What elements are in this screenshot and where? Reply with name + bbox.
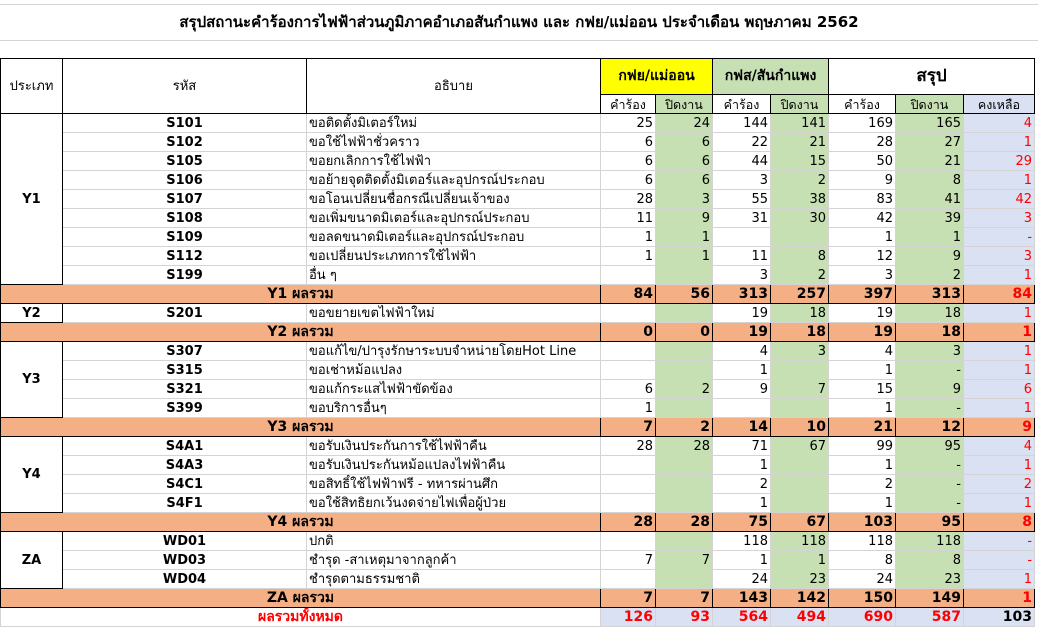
- description-cell[interactable]: ชำรุด -สาเหตุมาจากลูกค้า: [307, 551, 601, 570]
- grand-total-b-closed[interactable]: 494: [771, 608, 829, 627]
- table-row: [1, 342, 1035, 361]
- table-row: [1, 551, 1035, 570]
- a-requests-cell[interactable]: 28: [601, 190, 656, 209]
- b-requests-cell[interactable]: 55: [713, 190, 771, 209]
- a-closed-cell[interactable]: 1: [656, 247, 713, 266]
- table-row: [1, 228, 1035, 247]
- subtotal-a-requests[interactable]: 7: [601, 418, 656, 437]
- b-requests-cell[interactable]: 71: [713, 437, 771, 456]
- code-cell[interactable]: S109: [63, 228, 307, 247]
- remaining-cell[interactable]: 2: [964, 475, 1035, 494]
- subtotal-remaining[interactable]: 9: [964, 418, 1035, 437]
- s-closed-cell[interactable]: 118: [896, 532, 964, 551]
- subtotal-a-closed[interactable]: 28: [656, 513, 713, 532]
- s-closed-cell[interactable]: -: [896, 475, 964, 494]
- s-requests-cell[interactable]: 4: [829, 342, 896, 361]
- remaining-cell[interactable]: 3: [964, 209, 1035, 228]
- s-closed-cell[interactable]: 27: [896, 133, 964, 152]
- a-closed-cell[interactable]: 2: [656, 380, 713, 399]
- subtotal-s-requests[interactable]: 397: [829, 285, 896, 304]
- subtotal-b-closed[interactable]: 142: [771, 589, 829, 608]
- b-closed-cell[interactable]: 2: [771, 266, 829, 285]
- code-cell[interactable]: S101: [63, 114, 307, 133]
- header-row-1: [1, 59, 1035, 95]
- subtotal-a-requests[interactable]: 7: [601, 589, 656, 608]
- s-closed-cell[interactable]: 95: [896, 437, 964, 456]
- subtotal-b-requests[interactable]: 313: [713, 285, 771, 304]
- a-closed-cell[interactable]: [656, 475, 713, 494]
- subtotal-s-requests[interactable]: 21: [829, 418, 896, 437]
- s-requests-cell[interactable]: 1: [829, 228, 896, 247]
- a-requests-cell[interactable]: [601, 266, 656, 285]
- remaining-cell[interactable]: 1: [964, 570, 1035, 589]
- code-cell[interactable]: S4A3: [63, 456, 307, 475]
- description-cell[interactable]: ขอเช่าหม้อแปลง: [307, 361, 601, 380]
- a-requests-cell[interactable]: 6: [601, 152, 656, 171]
- description-cell[interactable]: ขอย้ายจุดติดตั้งมิเตอร์และอุปกรณ์ประกอบ: [307, 171, 601, 190]
- a-requests-cell[interactable]: [601, 361, 656, 380]
- description-cell[interactable]: ขอติดตั้งมิเตอร์ใหม่: [307, 114, 601, 133]
- s-requests-cell[interactable]: 3: [829, 266, 896, 285]
- code-cell[interactable]: S102: [63, 133, 307, 152]
- a-closed-cell[interactable]: 9: [656, 209, 713, 228]
- s-closed-cell[interactable]: 9: [896, 247, 964, 266]
- s-requests-cell[interactable]: 1: [829, 399, 896, 418]
- remaining-cell[interactable]: 1: [964, 266, 1035, 285]
- s-closed-cell[interactable]: -: [896, 399, 964, 418]
- type-cell[interactable]: Y4: [1, 437, 63, 513]
- subtotal-b-requests[interactable]: 14: [713, 418, 771, 437]
- b-closed-cell[interactable]: [771, 228, 829, 247]
- description-cell[interactable]: ขอเปลี่ยนประเภทการใช้ไฟฟ้า: [307, 247, 601, 266]
- type-cell[interactable]: Y2: [1, 304, 63, 323]
- type-cell[interactable]: Y1: [1, 114, 63, 285]
- remaining-cell[interactable]: -: [964, 551, 1035, 570]
- table-row: [1, 114, 1035, 133]
- a-requests-cell[interactable]: 7: [601, 551, 656, 570]
- subtotal-remaining[interactable]: 84: [964, 285, 1035, 304]
- table-row: [1, 570, 1035, 589]
- b-requests-cell[interactable]: 11: [713, 247, 771, 266]
- description-cell[interactable]: ขอรับเงินประกันการใช้ไฟฟ้าคืน: [307, 437, 601, 456]
- s-closed-cell[interactable]: 8: [896, 171, 964, 190]
- subtotal-row: [1, 589, 1035, 608]
- grand-total-s-requests[interactable]: 690: [829, 608, 896, 627]
- b-requests-cell[interactable]: 3: [713, 171, 771, 190]
- subtotal-s-closed[interactable]: 149: [896, 589, 964, 608]
- s-requests-cell[interactable]: 12: [829, 247, 896, 266]
- subtotal-b-closed[interactable]: 257: [771, 285, 829, 304]
- remaining-cell[interactable]: 4: [964, 114, 1035, 133]
- a-requests-cell[interactable]: [601, 570, 656, 589]
- s-closed-cell[interactable]: 39: [896, 209, 964, 228]
- subtotal-a-closed[interactable]: 56: [656, 285, 713, 304]
- s-requests-cell[interactable]: 24: [829, 570, 896, 589]
- code-cell[interactable]: S199: [63, 266, 307, 285]
- a-closed-cell[interactable]: [656, 570, 713, 589]
- s-requests-cell[interactable]: 118: [829, 532, 896, 551]
- subtotal-b-closed[interactable]: 10: [771, 418, 829, 437]
- a-closed-cell[interactable]: [656, 304, 713, 323]
- subtotal-row: [1, 418, 1035, 437]
- sheet-title: สรุปสถานะคำร้องการไฟฟ้าส่วนภูมิภาคอำเภอสันกำแพง และ กฟย/แม่ออน ประจำเดือน พฤษภาคม 2562: [179, 13, 859, 31]
- table-row: [1, 266, 1035, 285]
- a-requests-cell[interactable]: [601, 494, 656, 513]
- s-closed-cell[interactable]: -: [896, 456, 964, 475]
- a-requests-cell[interactable]: 1: [601, 228, 656, 247]
- b-requests-cell[interactable]: 118: [713, 532, 771, 551]
- remaining-cell[interactable]: 29: [964, 152, 1035, 171]
- b-requests-cell[interactable]: [713, 399, 771, 418]
- s-requests-cell[interactable]: 8: [829, 551, 896, 570]
- s-requests-cell[interactable]: 15: [829, 380, 896, 399]
- description-cell[interactable]: ขอสิทธิ์ใช้ไฟฟ้าฟรี - ทหารผ่านศึก: [307, 475, 601, 494]
- code-cell[interactable]: WD01: [63, 532, 307, 551]
- subtotal-s-closed[interactable]: 313: [896, 285, 964, 304]
- description-cell[interactable]: ขอเพิ่มขนาดมิเตอร์และอุปกรณ์ประกอบ: [307, 209, 601, 228]
- subtotal-row: [1, 513, 1035, 532]
- a-closed-cell[interactable]: [656, 342, 713, 361]
- subtotal-a-requests[interactable]: 84: [601, 285, 656, 304]
- code-cell[interactable]: S4C1: [63, 475, 307, 494]
- a-requests-cell[interactable]: 6: [601, 171, 656, 190]
- s-closed-cell[interactable]: 18: [896, 304, 964, 323]
- subtotal-b-requests[interactable]: 19: [713, 323, 771, 342]
- s-requests-cell[interactable]: 9: [829, 171, 896, 190]
- b-requests-cell[interactable]: 22: [713, 133, 771, 152]
- b-closed-cell[interactable]: [771, 399, 829, 418]
- code-cell[interactable]: S106: [63, 171, 307, 190]
- s-closed-cell[interactable]: 2: [896, 266, 964, 285]
- table-row: [1, 247, 1035, 266]
- remaining-cell[interactable]: 1: [964, 133, 1035, 152]
- s-closed-cell[interactable]: 3: [896, 342, 964, 361]
- description-cell[interactable]: ขอลดขนาดมิเตอร์และอุปกรณ์ประกอบ: [307, 228, 601, 247]
- a-requests-cell[interactable]: 6: [601, 380, 656, 399]
- subtotal-a-closed[interactable]: 0: [656, 323, 713, 342]
- header-group-sankamphaeng[interactable]: กฟส/สันกำแพง: [713, 59, 829, 95]
- remaining-cell[interactable]: 4: [964, 437, 1035, 456]
- a-requests-cell[interactable]: [601, 475, 656, 494]
- description-cell[interactable]: ขอใช้สิทธิยกเว้นงดจ่ายไฟเพื่อผู้ป่วย: [307, 494, 601, 513]
- b-closed-cell[interactable]: 38: [771, 190, 829, 209]
- subtotal-remaining[interactable]: 1: [964, 589, 1035, 608]
- b-closed-cell[interactable]: [771, 456, 829, 475]
- a-requests-cell[interactable]: 28: [601, 437, 656, 456]
- table-row: [1, 361, 1035, 380]
- description-cell[interactable]: ปกติ: [307, 532, 601, 551]
- subtotal-b-requests[interactable]: 143: [713, 589, 771, 608]
- subtotal-s-requests[interactable]: 19: [829, 323, 896, 342]
- subtotal-s-closed[interactable]: 18: [896, 323, 964, 342]
- remaining-cell[interactable]: 6: [964, 380, 1035, 399]
- b-requests-cell[interactable]: 24: [713, 570, 771, 589]
- subtotal-remaining[interactable]: 8: [964, 513, 1035, 532]
- s-closed-cell[interactable]: 9: [896, 380, 964, 399]
- table-row: [1, 304, 1035, 323]
- table-row: [1, 380, 1035, 399]
- description-cell[interactable]: ขอโอนเปลี่ยนชื่อกรณีเปลี่ยนเจ้าของ: [307, 190, 601, 209]
- b-closed-cell[interactable]: [771, 475, 829, 494]
- type-cell[interactable]: Y3: [1, 342, 63, 418]
- b-requests-cell[interactable]: 1: [713, 551, 771, 570]
- code-cell[interactable]: S105: [63, 152, 307, 171]
- a-requests-cell[interactable]: [601, 532, 656, 551]
- b-requests-cell[interactable]: 4: [713, 342, 771, 361]
- remaining-cell[interactable]: 42: [964, 190, 1035, 209]
- b-closed-cell[interactable]: 23: [771, 570, 829, 589]
- code-cell[interactable]: S399: [63, 399, 307, 418]
- b-closed-cell[interactable]: [771, 494, 829, 513]
- a-closed-cell[interactable]: 1: [656, 228, 713, 247]
- subtotal-label[interactable]: Y3 ผลรวม: [1, 418, 601, 437]
- remaining-cell[interactable]: 3: [964, 247, 1035, 266]
- description-cell[interactable]: ขอรับเงินประกันหม้อแปลงไฟฟ้าคืน: [307, 456, 601, 475]
- remaining-cell[interactable]: 1: [964, 304, 1035, 323]
- b-requests-cell[interactable]: 1: [713, 456, 771, 475]
- table-row: [1, 171, 1035, 190]
- remaining-cell[interactable]: 1: [964, 171, 1035, 190]
- table-row: [1, 133, 1035, 152]
- s-requests-cell[interactable]: 1: [829, 456, 896, 475]
- remaining-cell[interactable]: 1: [964, 361, 1035, 380]
- a-closed-cell[interactable]: 7: [656, 551, 713, 570]
- a-requests-cell[interactable]: [601, 304, 656, 323]
- subtotal-s-closed[interactable]: 12: [896, 418, 964, 437]
- gridline: [0, 40, 1038, 41]
- table-row: [1, 494, 1035, 513]
- subtotal-row: [1, 323, 1035, 342]
- a-closed-cell[interactable]: [656, 494, 713, 513]
- code-cell[interactable]: WD03: [63, 551, 307, 570]
- b-closed-cell[interactable]: 141: [771, 114, 829, 133]
- code-cell[interactable]: S108: [63, 209, 307, 228]
- subtotal-label[interactable]: Y2 ผลรวม: [1, 323, 601, 342]
- table-row: [1, 475, 1035, 494]
- b-closed-cell[interactable]: 21: [771, 133, 829, 152]
- a-requests-cell[interactable]: [601, 342, 656, 361]
- b-requests-cell[interactable]: [713, 228, 771, 247]
- remaining-cell[interactable]: 1: [964, 456, 1035, 475]
- s-closed-cell[interactable]: 1: [896, 228, 964, 247]
- s-closed-cell[interactable]: -: [896, 494, 964, 513]
- subtotal-label[interactable]: Y1 ผลรวม: [1, 285, 601, 304]
- header-code[interactable]: รหัส: [63, 59, 307, 114]
- description-cell[interactable]: ขอขยายเขตไฟฟ้าใหม่: [307, 304, 601, 323]
- b-closed-cell[interactable]: 1: [771, 551, 829, 570]
- table-row: [1, 456, 1035, 475]
- description-cell[interactable]: ขอบริการอื่นๆ: [307, 399, 601, 418]
- s-requests-cell[interactable]: 42: [829, 209, 896, 228]
- s-closed-cell[interactable]: 21: [896, 152, 964, 171]
- subtotal-remaining[interactable]: 1: [964, 323, 1035, 342]
- a-requests-cell[interactable]: 25: [601, 114, 656, 133]
- a-closed-cell[interactable]: 3: [656, 190, 713, 209]
- s-closed-cell[interactable]: 41: [896, 190, 964, 209]
- s-requests-cell[interactable]: 50: [829, 152, 896, 171]
- grand-total-remaining[interactable]: 103: [964, 608, 1035, 627]
- b-closed-cell[interactable]: 15: [771, 152, 829, 171]
- b-requests-cell[interactable]: 44: [713, 152, 771, 171]
- b-requests-cell[interactable]: 19: [713, 304, 771, 323]
- b-requests-cell[interactable]: 144: [713, 114, 771, 133]
- code-cell[interactable]: S4F1: [63, 494, 307, 513]
- code-cell[interactable]: S201: [63, 304, 307, 323]
- subtotal-s-requests[interactable]: 103: [829, 513, 896, 532]
- type-cell[interactable]: ZA: [1, 532, 63, 589]
- subtotal-label[interactable]: ZA ผลรวม: [1, 589, 601, 608]
- b-requests-cell[interactable]: 1: [713, 494, 771, 513]
- remaining-cell[interactable]: -: [964, 532, 1035, 551]
- a-closed-cell[interactable]: 6: [656, 152, 713, 171]
- table-row: [1, 437, 1035, 456]
- a-closed-cell[interactable]: [656, 399, 713, 418]
- remaining-cell[interactable]: 1: [964, 399, 1035, 418]
- s-requests-cell[interactable]: 1: [829, 361, 896, 380]
- b-closed-cell[interactable]: [771, 361, 829, 380]
- description-cell[interactable]: ขอแก้กระแสไฟฟ้าขัดข้อง: [307, 380, 601, 399]
- grand-total-a-requests[interactable]: 126: [601, 608, 656, 627]
- code-cell[interactable]: S107: [63, 190, 307, 209]
- subtotal-a-requests[interactable]: 28: [601, 513, 656, 532]
- a-closed-cell[interactable]: 6: [656, 171, 713, 190]
- grand-total-a-closed[interactable]: 93: [656, 608, 713, 627]
- code-cell[interactable]: S321: [63, 380, 307, 399]
- b-closed-cell[interactable]: 118: [771, 532, 829, 551]
- b-requests-cell[interactable]: 1: [713, 361, 771, 380]
- a-closed-cell[interactable]: 6: [656, 133, 713, 152]
- table-row: [1, 399, 1035, 418]
- code-cell[interactable]: S112: [63, 247, 307, 266]
- a-requests-cell[interactable]: [601, 456, 656, 475]
- s-closed-cell[interactable]: 165: [896, 114, 964, 133]
- header-s-closed[interactable]: ปิดงาน: [896, 95, 964, 114]
- b-requests-cell[interactable]: 31: [713, 209, 771, 228]
- subtotal-b-closed[interactable]: 18: [771, 323, 829, 342]
- table-row: [1, 190, 1035, 209]
- subtotal-a-closed[interactable]: 7: [656, 589, 713, 608]
- b-closed-cell[interactable]: 3: [771, 342, 829, 361]
- header-remaining[interactable]: คงเหลือ: [964, 95, 1035, 114]
- a-closed-cell[interactable]: [656, 532, 713, 551]
- s-requests-cell[interactable]: 1: [829, 494, 896, 513]
- s-requests-cell[interactable]: 99: [829, 437, 896, 456]
- b-requests-cell[interactable]: 9: [713, 380, 771, 399]
- report-table: [0, 58, 1035, 627]
- s-requests-cell[interactable]: 83: [829, 190, 896, 209]
- subtotal-a-requests[interactable]: 0: [601, 323, 656, 342]
- header-type[interactable]: ประเภท: [1, 59, 63, 114]
- a-closed-cell[interactable]: [656, 266, 713, 285]
- grand-total-s-closed[interactable]: 587: [896, 608, 964, 627]
- description-cell[interactable]: ขอยกเลิกการใช้ไฟฟ้า: [307, 152, 601, 171]
- a-requests-cell[interactable]: 1: [601, 247, 656, 266]
- header-s-requests[interactable]: คำร้อง: [829, 95, 896, 114]
- a-closed-cell[interactable]: [656, 456, 713, 475]
- code-cell[interactable]: S307: [63, 342, 307, 361]
- a-requests-cell[interactable]: 11: [601, 209, 656, 228]
- a-requests-cell[interactable]: 6: [601, 133, 656, 152]
- subtotal-s-requests[interactable]: 150: [829, 589, 896, 608]
- s-closed-cell[interactable]: 23: [896, 570, 964, 589]
- header-a-closed[interactable]: ปิดงาน: [656, 95, 713, 114]
- header-description[interactable]: อธิบาย: [307, 59, 601, 114]
- code-cell[interactable]: S4A1: [63, 437, 307, 456]
- code-cell[interactable]: WD04: [63, 570, 307, 589]
- grand-total-row: [1, 608, 1035, 627]
- a-closed-cell[interactable]: 28: [656, 437, 713, 456]
- description-cell[interactable]: อื่น ๆ: [307, 266, 601, 285]
- header-a-requests[interactable]: คำร้อง: [601, 95, 656, 114]
- header-b-closed[interactable]: ปิดงาน: [771, 95, 829, 114]
- grand-total-label[interactable]: ผลรวมทั้งหมด: [1, 608, 601, 627]
- description-cell[interactable]: ขอแก้ไข/ปารุงรักษาระบบจำหน่ายโดยHot Line: [307, 342, 601, 361]
- table-row: [1, 152, 1035, 171]
- subtotal-label[interactable]: Y4 ผลรวม: [1, 513, 601, 532]
- subtotal-row: [1, 285, 1035, 304]
- header-b-requests[interactable]: คำร้อง: [713, 95, 771, 114]
- s-requests-cell[interactable]: 2: [829, 475, 896, 494]
- remaining-cell[interactable]: 1: [964, 342, 1035, 361]
- b-closed-cell[interactable]: 2: [771, 171, 829, 190]
- b-closed-cell[interactable]: 8: [771, 247, 829, 266]
- b-closed-cell[interactable]: 7: [771, 380, 829, 399]
- header-group-maeon[interactable]: กฟย/แม่ออน: [601, 59, 713, 95]
- b-requests-cell[interactable]: 3: [713, 266, 771, 285]
- remaining-cell[interactable]: 1: [964, 494, 1035, 513]
- subtotal-a-closed[interactable]: 2: [656, 418, 713, 437]
- table-row: [1, 209, 1035, 228]
- s-requests-cell[interactable]: 19: [829, 304, 896, 323]
- header-group-summary[interactable]: สรุป: [829, 59, 1035, 95]
- s-requests-cell[interactable]: 28: [829, 133, 896, 152]
- remaining-cell[interactable]: -: [964, 228, 1035, 247]
- grand-total-b-requests[interactable]: 564: [713, 608, 771, 627]
- subtotal-s-closed[interactable]: 95: [896, 513, 964, 532]
- b-closed-cell[interactable]: 67: [771, 437, 829, 456]
- description-cell[interactable]: ชำรุดตามธรรมชาติ: [307, 570, 601, 589]
- b-closed-cell[interactable]: 30: [771, 209, 829, 228]
- b-closed-cell[interactable]: 18: [771, 304, 829, 323]
- table-row: [1, 532, 1035, 551]
- description-cell[interactable]: ขอใช้ไฟฟ้าชั่วคราว: [307, 133, 601, 152]
- subtotal-b-closed[interactable]: 67: [771, 513, 829, 532]
- a-closed-cell[interactable]: [656, 361, 713, 380]
- code-cell[interactable]: S315: [63, 361, 307, 380]
- s-closed-cell[interactable]: 8: [896, 551, 964, 570]
- a-requests-cell[interactable]: 1: [601, 399, 656, 418]
- s-closed-cell[interactable]: -: [896, 361, 964, 380]
- subtotal-b-requests[interactable]: 75: [713, 513, 771, 532]
- b-requests-cell[interactable]: 2: [713, 475, 771, 494]
- a-closed-cell[interactable]: 24: [656, 114, 713, 133]
- s-requests-cell[interactable]: 169: [829, 114, 896, 133]
